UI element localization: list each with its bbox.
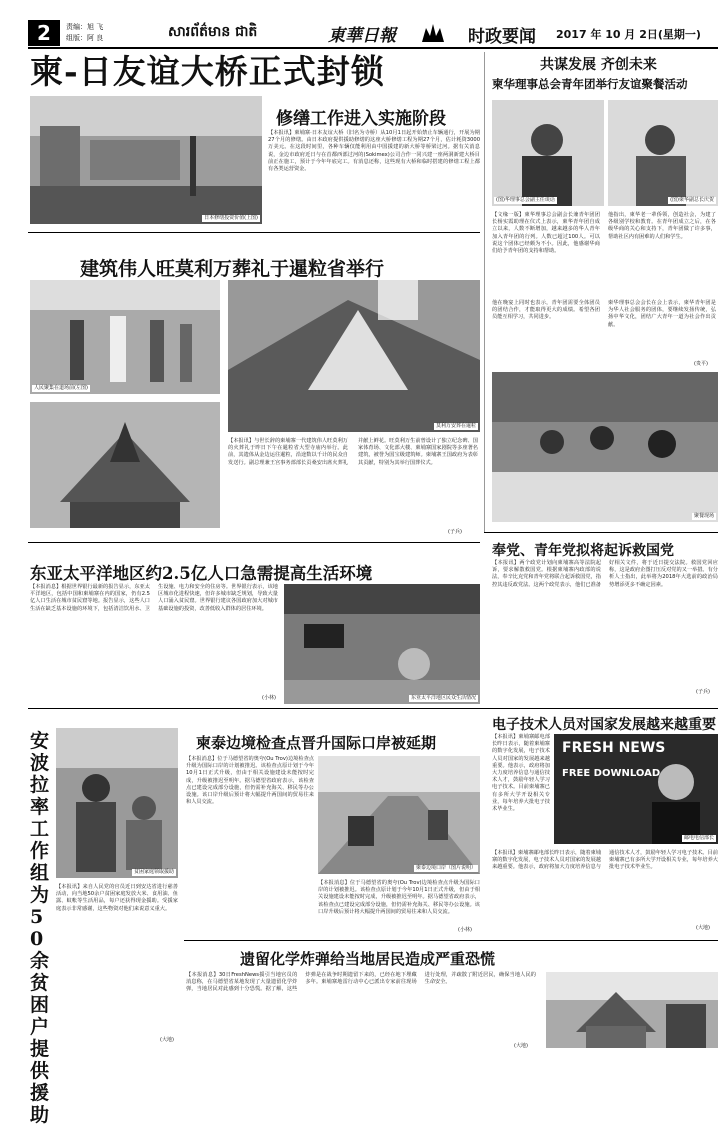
- asia-photo-caption: 东亚太平洋地区民众生活情况: [410, 695, 476, 701]
- aid-credit: (大地): [160, 1037, 174, 1043]
- rescue-credit: (子兵): [696, 689, 710, 695]
- asia-body: 【本报消息】根据世界银行最新的报告显示，东亚太平洋地区，包括中国和柬埔寨在内的国家，仍有2.5亿人口生活在城市贫民窟等地。报告显示，这些人口生活在缺乏基本设施的环境下，包括清洁饮用水、卫生设施、电力和安全的住房等。世界银行表示，该地区城市化进程快速，但许多城市缺乏规划，导致大量人口涌入贫民窟。世界银行建议各国政府加大对城市基础设施的投资，改善低收入群体的居住环境。: [30, 584, 278, 612]
- aid-photo: [56, 728, 178, 878]
- aid-headline: 安波拉率工作组为50余贫困户提供援助: [30, 730, 50, 1126]
- tech-banner: [554, 734, 718, 844]
- rescue-body: 【本报讯】两个政党计划向柬埔寨高等法院起诉，要求解散救国党。根据柬埔寨内政部的说法，奉辛比克党和青年党将联合起诉救国党，指控其违反政党法。这两个政党表示，他们已准备好相关文件，将于近日提交法院。救国党回应称，这是政府企图打压反对党的又一举措。有分析人士指出，此举将为2018年大选前的政治局势增添更多不确定因素。: [492, 560, 718, 588]
- lead-photo-caption: 日本修缮投资价值(上图): [204, 215, 258, 221]
- tech-body-top: 【本报讯】柬埔寨邮电部长昨日表示，随着柬埔寨的数字化发展，电子技术人员对国家的发展越来越重要。他表示，政府将加大力度培养信息与通信技术人才，鼓励年轻人学习电子技术。目前柬埔寨已有多所大学开设相关专业，每年培养大批电子技术毕业生。: [492, 734, 550, 813]
- youth-headline: 共谋发展 齐创未来: [540, 57, 657, 73]
- chem-body: 【本报消息】30日FreshNews援引当地官员的消息称，在马德望省某地发现了大量遗留化学炸弹，当地居民对此感到十分恐慌。据了解，这些炸弹是在战争时期遗留下来的，已经在地下埋藏多年。柬埔寨地雷行动中心已派出专家前往现场进行处理，并疏散了附近居民，确保当地人民的生命安全。: [186, 972, 536, 993]
- asia-photo: [284, 584, 480, 704]
- funeral-body: 【本报讯】与世长辞的柬埔寨一代建筑伟人旺莫利万的火葬礼于昨日下午在暹粒省大型寺庙内举行。此前，其遗体从金边运往暹粒，沿途数以千计的民众自发送行。副总理兼王宫事务部部长贡桑安出席火葬礼并献上鲜花。旺莫利万生前曾设计了独立纪念碑、国家体育场、文化部大楼、柬埔寨国家剧院等多座著名建筑，被誉为国宝级建筑师。柬埔寨王国政府为表彰其贡献，特别为其举行国葬仪式。: [228, 438, 478, 466]
- page-number: 2: [28, 20, 60, 46]
- funeral-photo-3: [228, 280, 480, 432]
- funeral-photo-2: [30, 402, 220, 528]
- tech-body-bottom: 【本报讯】柬埔寨邮电部长昨日表示，随着柬埔寨的数字化发展，电子技术人员对国家的发展越来越重要。他表示，政府将加大力度培养信息与通信技术人才，鼓励年轻人学习电子技术。目前柬埔寨已有多所大学开设相关专业，每年培养大批电子技术毕业生。: [492, 850, 718, 871]
- youth-body-col1b: 他在晚宴上同时也表示，青年团需要全体团员的团结合作，才能取得更大的成绩。希望各团员能互相学习，共同进步。: [492, 300, 600, 321]
- tech-headline: 电子技术人员对国家发展越来越重要: [492, 717, 716, 733]
- chem-photo: [546, 972, 718, 1048]
- asia-headline: 东亚太平洋地区约2.5亿人口急需提高生活环境: [30, 564, 373, 583]
- youth-photo-1: [492, 100, 604, 206]
- issue-date: 2017 年 10 月 2日(星期一): [556, 28, 701, 41]
- border-photo-caption: 柬泰边境口岸（图片说明）: [415, 865, 476, 871]
- funeral-photo-1-caption: 人民聚集在道场前(左图): [34, 385, 88, 391]
- youth-body-col2b: 柬华理事总会会长在会上表示，柬华青年团是为华人社会服务的团体，要继续发扬传统，弘扬中华文化，团结广大青年一道为社会作出贡献。: [608, 300, 716, 328]
- youth-photo-3-caption: 聚餐现场: [693, 513, 714, 519]
- aid-photo-caption: 贫困家庭领取援助: [133, 869, 174, 875]
- youth-photo-2: [608, 100, 718, 206]
- youth-body-col2: 他指出，柬华老一辈侨领，创造社会，为建了各级别学校和教育。在青年团成立之后，在各级华商的关心和支持下，青年团做了许多事，帮助社区内有困难的人们和学生。: [608, 212, 716, 240]
- section-title: 时政要闻: [468, 27, 536, 47]
- tech-portrait: [646, 754, 706, 844]
- funeral-photo-3-caption: 莫利万安葬在暹粒: [435, 423, 476, 429]
- editor-credit-1: 责编：旭 飞: [66, 23, 104, 31]
- youth-photo-3: [492, 372, 718, 522]
- lead-body: 【本报讯】柬埔寨·日本友谊大桥（旧名为寺桥）从10月1日起开始禁止车辆通行，开展为期27个月的修缮。由日本政府提供援助修缮的这座大桥修缮工程为期27个月，估计耗资3000万美元。在这段时间里，各种车辆仅能利用由中国援建的新大桥等桥梁过河。据有关消息说，金边市政府近日与在首都西部过河的(Sokimex)公司合作一同兴建一座两洞新建大桥目前正在施工，预计于今年年底完工。有消息还称，这些现有大桥和临时搭建的修缮工程上都有各类运营资金。: [268, 130, 480, 173]
- border-photo: [318, 756, 480, 874]
- youth-body-col1: 【文缘一版】柬华理事总会副会长兼青年团团长杨实霞助理在仪式上表示，柬华青年团自成立以来，人数不断增加，越来越多的华人青年加入青年团的行列。人数已超过100人。可以说这个团体已经颇为不小。因此，他感谢华商们给予青年团的支持和帮助。: [492, 212, 600, 255]
- editor-credit-2: 组版：阿 良: [66, 34, 104, 42]
- funeral-headline: 建筑伟人旺莫利万葬礼于暹粒省举行: [80, 258, 385, 280]
- border-credit: (小林): [458, 927, 472, 933]
- masthead: [28, 20, 718, 46]
- lead-subhead: 修缮工作进入实施阶段: [276, 109, 446, 129]
- tech-banner-caption: 邮电电信部长: [683, 835, 714, 841]
- lead-photo: [30, 96, 262, 224]
- funeral-photo-1: [30, 280, 220, 394]
- asia-credit: (小林): [262, 695, 276, 701]
- tech-banner-brand: FRESH NEWS: [562, 740, 666, 756]
- tech-banner-line: FREE DOWNLOAD: [562, 768, 661, 779]
- chem-credit: (大地): [514, 1043, 528, 1049]
- youth-credit: (贵平): [694, 361, 708, 367]
- khmer-title: សារព័ត៌មាន ជាតិ: [168, 24, 258, 40]
- border-headline: 柬泰边境检查点晋升国际口岸被延期: [196, 734, 437, 752]
- lead-headline: 柬-日友谊大桥正式封锁: [30, 52, 385, 91]
- border-body-right: 【本报消息】位于马德望省的奥夸(Ou Trov)边境检查点升级为国际口岸的计划被推迟。该检查点原计划于今年10月1日正式升级，但由于相关设施建设未能按时完成，升级被推迟至明年。据马德望省政府表示，该检查点已建设完成部分设施，但仍需补充海关、移民等办公设施。该口岸升级后预计将大幅提升两国间的贸易往来和人员交流。: [318, 880, 480, 915]
- rescue-headline: 奉党、青年党拟将起诉救国党: [492, 543, 674, 559]
- youth-photo-2-caption: (图)柬华副总长庆贺: [670, 197, 714, 203]
- paper-name: 東華日報: [328, 26, 396, 46]
- tech-credit: (大地): [696, 925, 710, 931]
- aid-body: 【本报讯】来自人民党的官员近日到安达省进行慈善活动，向当地50余户贫困家庭发放大米、食用油、鱼露、蚊帐等生活用品，每户还获得现金援助。受援家庭表示非常感谢，这些物资对他们来说意义重大。: [56, 884, 178, 912]
- funeral-credit: (子兵): [448, 529, 462, 535]
- youth-photo-1-caption: (图)华理事总会副主任谈话: [496, 197, 555, 203]
- border-body-left: 【本报消息】位于马德望省的奥夸(Ou Trov)边境检查点升级为国际口岸的计划被推迟。该检查点原计划于今年10月1日正式升级，但由于相关设施建设未能按时完成，升级被推迟至明年。据马德望省政府表示，该检查点已建设完成部分设施，但仍需补充海关、移民等办公设施。该口岸升级后预计将大幅提升两国间的贸易往来和人员交流。: [186, 756, 314, 806]
- youth-subhead: 柬华理事总会青年团举行友谊聚餐活动: [492, 77, 688, 91]
- chem-headline: 遗留化学炸弹给当地居民造成严重恐慌: [240, 950, 496, 968]
- masthead-emblem: [420, 22, 446, 44]
